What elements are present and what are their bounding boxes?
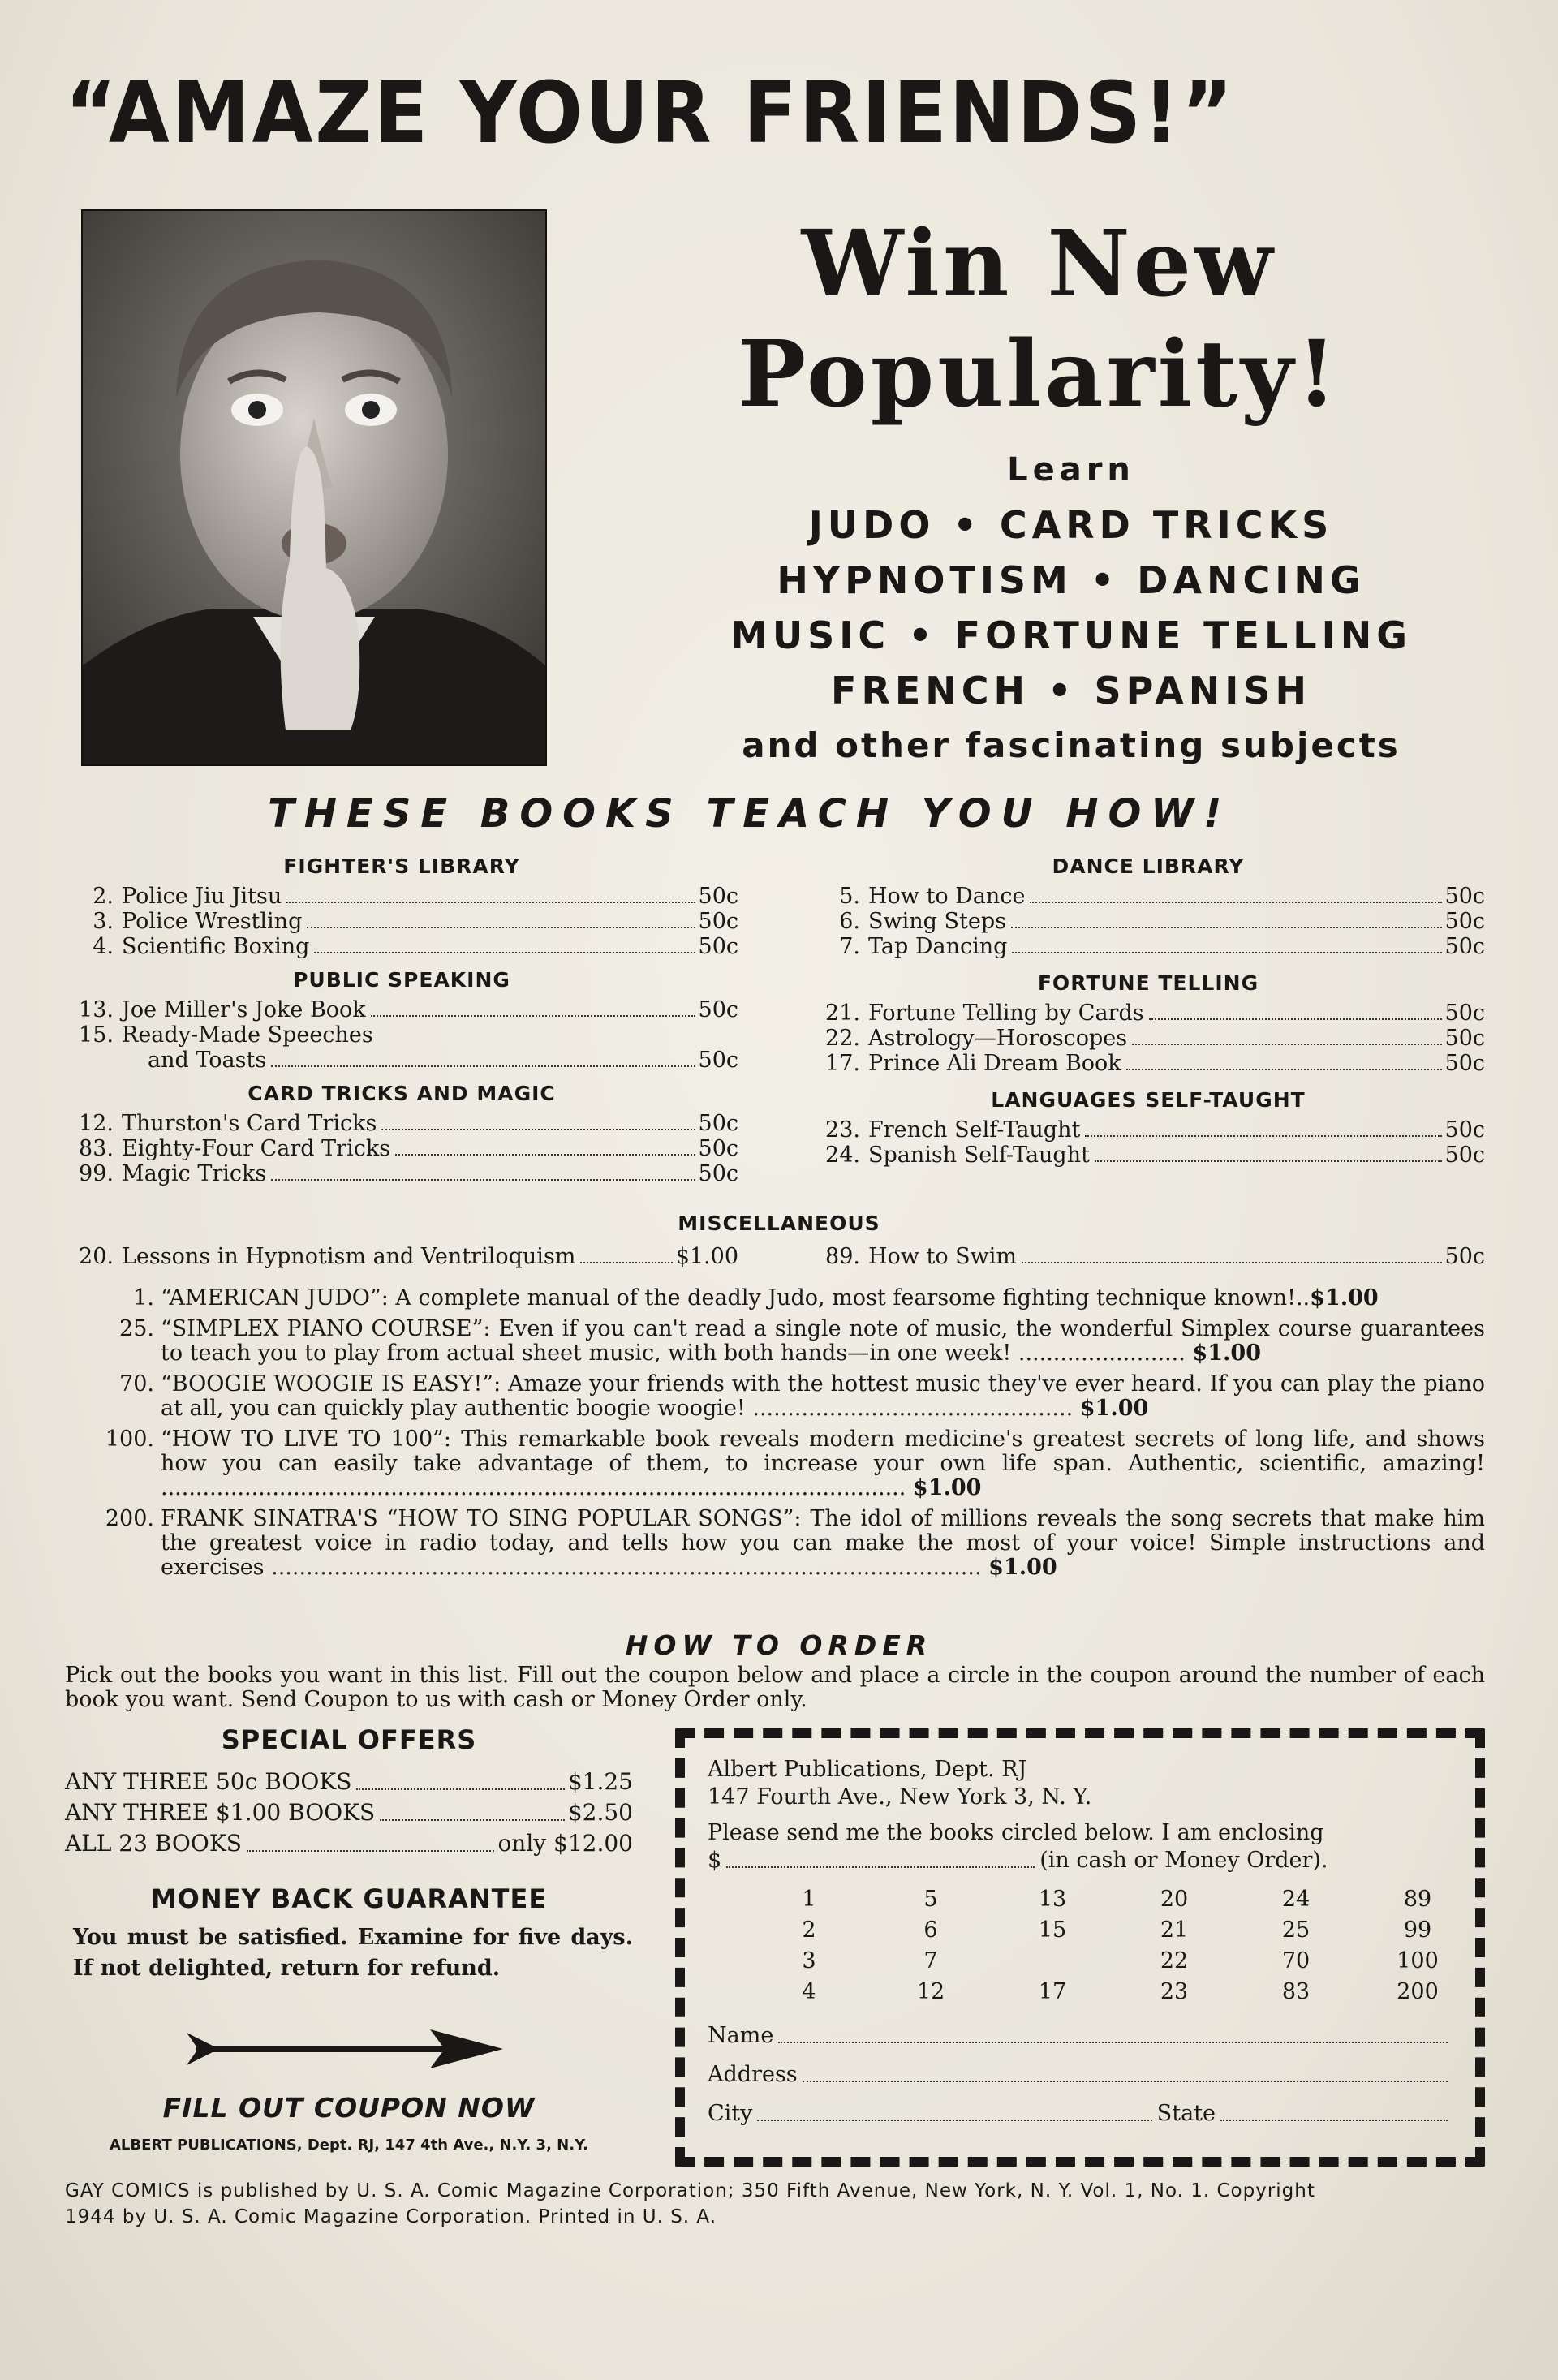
publisher-address: ALBERT PUBLICATIONS, Dept. RJ, 147 4th Ave., N.Y. 3, N.Y. [110,2137,588,2154]
category-heading: FORTUNE TELLING [1037,971,1259,995]
book-title-line-2: and Toasts [148,1048,267,1073]
featured-book [65,1286,1485,1311]
book-num: 17. [825,1051,860,1076]
teach-heading: THESE BOOKS TEACH YOU HOW! [268,791,1232,837]
category-public-speaking [65,967,738,1073]
category-heading: PUBLIC SPEAKING [293,968,510,992]
coupon-address-2: 147 Fourth Ave., New York 3, N. Y. [708,1784,1092,1810]
featured-text-wrap: “HOW TO LIVE TO 100”: This remarkable book reveals modern medicine's greatest secrets of long life, and shows how you can easily take advantage of them, to increase your own life span. Authentic, scientific, amazing! ........................................................................................................... $1.00 [161,1427,1485,1500]
book-title: Prince Ali Dream Book [868,1051,1121,1076]
learn-line-4: FRENCH • SPANISH [831,669,1311,712]
dollar-sign: $ [708,1848,722,1873]
coupon-please-text: Please send me the books circled below. I am enclosing [708,1820,1324,1845]
book-item [811,909,1485,934]
misc-right [811,1244,1485,1269]
guarantee-text: You must be satisfied. Examine for five days. If not delighted, return for refund. [73,1925,633,1981]
book-price: 50c [1444,909,1485,934]
featured-price: $1.00 [912,1475,982,1500]
featured-num: 200. [105,1506,154,1531]
book-title: Eighty-Four Card Tricks [122,1136,391,1161]
category-heading: LANGUAGES SELF-TAUGHT [991,1088,1306,1112]
featured-text: “AMERICAN JUDO”: A complete manual of the deadly Judo, most fearsome fighting technique known!.. [161,1285,1311,1311]
book-item [811,1051,1485,1076]
name-label: Name [708,2023,774,2048]
book-number[interactable]: 12 [916,1979,945,2004]
book-title: Astrology—Horoscopes [868,1026,1128,1051]
leader-dots [356,1788,564,1790]
footer-line-2: 1944 by U. S. A. Comic Magazine Corporation. Printed in U. S. A. [65,2206,717,2227]
city-field[interactable] [757,2120,1151,2121]
book-price: 50c [1444,1117,1485,1143]
book-number[interactable]: 13 [1038,1887,1067,1912]
category-languages [811,1087,1485,1168]
amount-field[interactable] [726,1866,1035,1868]
book-num: 21. [825,1001,860,1026]
book-title: Scientific Boxing [122,934,310,959]
book-price: 50c [698,909,738,934]
featured-text: “SIMPLEX PIANO COURSE”: Even if you can't read a single note of music, the wonderful Simplex course guarantees to teach you to play from actual sheet music, with both hands—in one week! [161,1316,1485,1366]
leader-dots [1126,1069,1442,1070]
book-item [65,1136,738,1161]
special-offers-heading: SPECIAL OFFERS [221,1724,477,1755]
book-number[interactable]: 22 [1160,1948,1189,1973]
book-num: 83. [79,1136,114,1161]
cash-text: (in cash or Money Order). [1039,1848,1328,1873]
address-label: Address [708,2062,798,2087]
featured-price: $1.00 [988,1555,1057,1580]
featured-price: $1.00 [1310,1285,1379,1311]
category-fighters [65,854,738,959]
book-num: 4. [93,934,114,959]
book-number[interactable]: 4 [802,1979,816,2004]
book-number[interactable]: 6 [923,1917,938,1943]
book-number[interactable]: 7 [923,1948,938,1973]
book-title: Tap Dancing [868,934,1008,959]
footer-line-1: GAY COMICS is published by U. S. A. Comic Magazine Corporation; 350 Fifth Avenue, New York, N. Y. Vol. 1, No. 1. Copyright [65,2180,1315,2201]
category-heading: DANCE LIBRARY [1052,854,1245,878]
leader-dots [1022,1262,1441,1263]
how-to-order-heading: HOW TO ORDER [625,1629,933,1661]
leader-dots [286,902,695,903]
book-number [992,1946,1113,1977]
offer-price: only $12.00 [497,1830,633,1857]
featured-num: 1. [133,1285,154,1311]
book-title: Fortune Telling by Cards [868,1001,1144,1026]
book-price: 50c [698,1111,738,1136]
leader-dots [580,1262,672,1263]
book-num: 99. [79,1161,114,1186]
headline: “AMAZE YOUR FRIENDS!” [65,63,1236,162]
featured-text-wrap: “SIMPLEX PIANO COURSE”: Even if you can't read a single note of music, the wonderful Simplex course guarantees to teach you to play from actual sheet music, with both hands—in one week! ........................ $1.00 [161,1316,1485,1366]
book-number[interactable]: 5 [923,1887,938,1912]
featured-text-wrap: “BOOGIE WOOGIE IS EASY!”: Amaze your friends with the hottest music they've ever heard. If you can play the piano at all, you can quickly play authentic boogie woogie! .............................................. $1.00 [161,1371,1485,1421]
book-item [65,1022,738,1048]
book-number[interactable]: 83 [1281,1979,1311,2004]
leader-dots [314,952,695,953]
book-number-grid [748,1884,1453,2008]
featured-text: “BOOGIE WOOGIE IS EASY!”: Amaze your friends with the hottest music they've ever heard. If you can play the piano at all, you can quickly play authentic boogie woogie! [161,1371,1485,1421]
featured-num: 100. [105,1427,154,1452]
book-number[interactable]: 100 [1397,1948,1439,1973]
category-dance [811,854,1485,959]
book-item [65,997,738,1022]
book-price: $1.00 [675,1244,738,1269]
book-number[interactable]: 89 [1403,1887,1432,1912]
book-num: 20. [79,1244,114,1269]
city-label: City [708,2101,753,2126]
featured-num: 25. [119,1316,154,1341]
offer-row [65,1828,633,1859]
book-item [811,1244,1485,1269]
featured-text: FRANK SINATRA'S “HOW TO SING POPULAR SONGS”: The idol of millions reveals the song secrets that make him the greatest voice in radio today, and tells how you can make the most of your voice! Simple instructions and exercises [161,1506,1485,1580]
book-item [65,884,738,909]
book-num: 6. [839,909,860,934]
featured-book [65,1372,1485,1421]
leader-dots [1132,1044,1441,1045]
featured-book [65,1317,1485,1366]
category-fortune-telling [811,971,1485,1076]
book-item [65,934,738,959]
book-item [811,934,1485,959]
learn-line-5: and other fascinating subjects [742,725,1401,765]
book-number[interactable]: 21 [1160,1917,1189,1943]
book-num: 3. [93,909,114,934]
offer-label: ANY THREE 50c BOOKS [65,1768,352,1795]
fill-out-coupon-label: FILL OUT COUPON NOW [162,2092,536,2124]
arrow-right-icon [187,2025,503,2073]
featured-book [65,1507,1485,1580]
book-title: Spanish Self-Taught [868,1143,1090,1168]
shushing-man-image [83,211,545,764]
featured-book [65,1427,1485,1500]
category-heading: CARD TRICKS AND MAGIC [247,1082,556,1105]
book-number[interactable]: 70 [1281,1948,1311,1973]
book-item [811,884,1485,909]
featured-text: “HOW TO LIVE TO 100”: This remarkable book reveals modern medicine's greatest secrets of long life, and shows how you can easily take advantage of them, to increase your own life span. Authentic, scientific, amazing! [161,1427,1485,1476]
win-popularity-title [600,209,1477,430]
book-item-continued [65,1048,738,1073]
misc-heading: MISCELLANEOUS [678,1212,880,1235]
leader-dots [381,1129,695,1130]
misc-left [65,1244,738,1269]
state-label: State [1156,2101,1216,2126]
featured-text-wrap: FRANK SINATRA'S “HOW TO SING POPULAR SONGS”: The idol of millions reveals the song secrets that make him the greatest voice in radio today, and tells how you can make the most of your voice! Simple instructions and exercises ...................................................................................................... $1.00 [161,1506,1485,1580]
book-num: 5. [839,884,860,909]
book-title: Swing Steps [868,909,1006,934]
offer-price: $2.50 [567,1799,633,1826]
featured-books [65,1286,1485,1586]
book-item [811,1117,1485,1143]
win-line-2: Popularity! [737,321,1341,428]
book-title: How to Dance [868,884,1026,909]
book-num: 24. [825,1143,860,1168]
leader-dots [1149,1018,1442,1020]
book-number[interactable]: 24 [1281,1887,1311,1912]
book-price: 50c [698,1161,738,1186]
book-number[interactable]: 2 [802,1917,816,1943]
book-number[interactable]: 25 [1281,1917,1311,1943]
win-line-1: Win New [801,211,1276,317]
leader-dots [247,1850,495,1852]
book-price: 50c [698,884,738,909]
book-title: Joe Miller's Joke Book [122,997,366,1022]
leader-dots [271,1179,695,1181]
left-book-column [65,846,738,1186]
book-num: 12. [79,1111,114,1136]
name-field[interactable] [778,2042,1448,2043]
book-number[interactable]: 200 [1397,1979,1439,2004]
learn-line-3: MUSIC • FORTUNE TELLING [730,613,1412,657]
book-item [65,1111,738,1136]
leader-dots [395,1154,695,1156]
leader-dots [380,1819,565,1821]
offer-price: $1.25 [567,1768,633,1795]
leader-dots [1011,927,1442,928]
book-number[interactable]: 17 [1038,1979,1067,2004]
leader-dots [1030,902,1441,903]
offer-label: ALL 23 BOOKS [65,1830,242,1857]
book-number[interactable]: 23 [1160,1979,1189,2004]
name-field-row[interactable] [708,2022,1453,2050]
leader-dots [1095,1160,1442,1162]
book-price: 50c [698,934,738,959]
book-price: 50c [698,1048,738,1073]
book-price: 50c [1444,1244,1485,1269]
guarantee-heading: MONEY BACK GUARANTEE [150,1883,548,1914]
publication-footer [65,2178,1509,2230]
learn-line-1: JUDO • CARD TRICKS [808,503,1334,547]
how-to-order-text: Pick out the books you want in this list. Fill out the coupon below and place a circle in the coupon around the number of each book you want. Send Coupon to us with cash or Money Order only. [65,1663,1485,1712]
featured-text-wrap [161,1286,1485,1311]
learn-subjects [649,442,1493,773]
book-title: Police Wrestling [122,909,303,934]
learn-line-2: HYPNOTISM • DANCING [777,558,1366,602]
book-num: 13. [79,997,114,1022]
leader-dots [1012,952,1441,953]
book-num: 23. [825,1117,860,1143]
book-number[interactable]: 1 [802,1887,816,1912]
book-number[interactable]: 3 [802,1948,816,1973]
book-num: 89. [825,1244,860,1269]
book-price: 50c [1444,934,1485,959]
book-title: Thurston's Card Tricks [122,1111,377,1136]
category-heading: FIGHTER'S LIBRARY [283,854,520,878]
category-card-tricks [65,1081,738,1186]
book-item [65,909,738,934]
book-item [65,1244,738,1269]
coupon-address-1: Albert Publications, Dept. RJ [708,1757,1027,1782]
book-title: French Self-Taught [868,1117,1081,1143]
coupon-amount-line[interactable] [708,1847,1453,1874]
book-num: 22. [825,1026,860,1051]
man-photo [81,209,547,766]
book-item [811,1143,1485,1168]
book-number[interactable]: 15 [1038,1917,1067,1943]
book-price: 50c [1444,1026,1485,1051]
address-field-row[interactable] [708,2061,1453,2089]
book-item [811,1001,1485,1026]
featured-price: $1.00 [1079,1396,1149,1421]
state-field[interactable] [1220,2120,1448,2121]
coupon-fields [708,2022,1453,2128]
leader-dots [307,927,695,928]
book-num: 7. [839,934,860,959]
right-book-column [811,846,1485,1168]
book-title: Lessons in Hypnotism and Ventriloquism [122,1244,576,1269]
offer-row [65,1767,633,1797]
book-price: 50c [1444,1143,1485,1168]
book-price: 50c [1444,884,1485,909]
book-num: 2. [93,884,114,909]
book-price: 50c [698,997,738,1022]
special-offers [65,1724,633,1984]
book-title: Ready-Made Speeches [122,1022,373,1048]
featured-price: $1.00 [1192,1341,1261,1366]
order-coupon[interactable] [675,1728,1485,2167]
featured-num: 70. [119,1371,154,1397]
book-num: 15. [79,1022,114,1048]
book-title: Police Jiu Jitsu [122,884,282,909]
book-number[interactable]: 20 [1160,1887,1189,1912]
address-field[interactable] [803,2081,1448,2082]
book-price: 50c [1444,1051,1485,1076]
book-title: Magic Tricks [122,1161,267,1186]
book-price: 50c [698,1136,738,1161]
book-item [65,1161,738,1186]
leader-dots [271,1065,695,1067]
offer-label: ANY THREE $1.00 BOOKS [65,1799,376,1826]
book-number[interactable]: 99 [1403,1917,1432,1943]
leader-dots [371,1015,695,1017]
book-title: How to Swim [868,1244,1018,1269]
city-state-row[interactable] [708,2100,1453,2128]
book-price: 50c [1444,1001,1485,1026]
offer-row [65,1797,633,1828]
leader-dots [1085,1135,1441,1137]
learn-label: Learn [1007,451,1135,488]
book-item [811,1026,1485,1051]
